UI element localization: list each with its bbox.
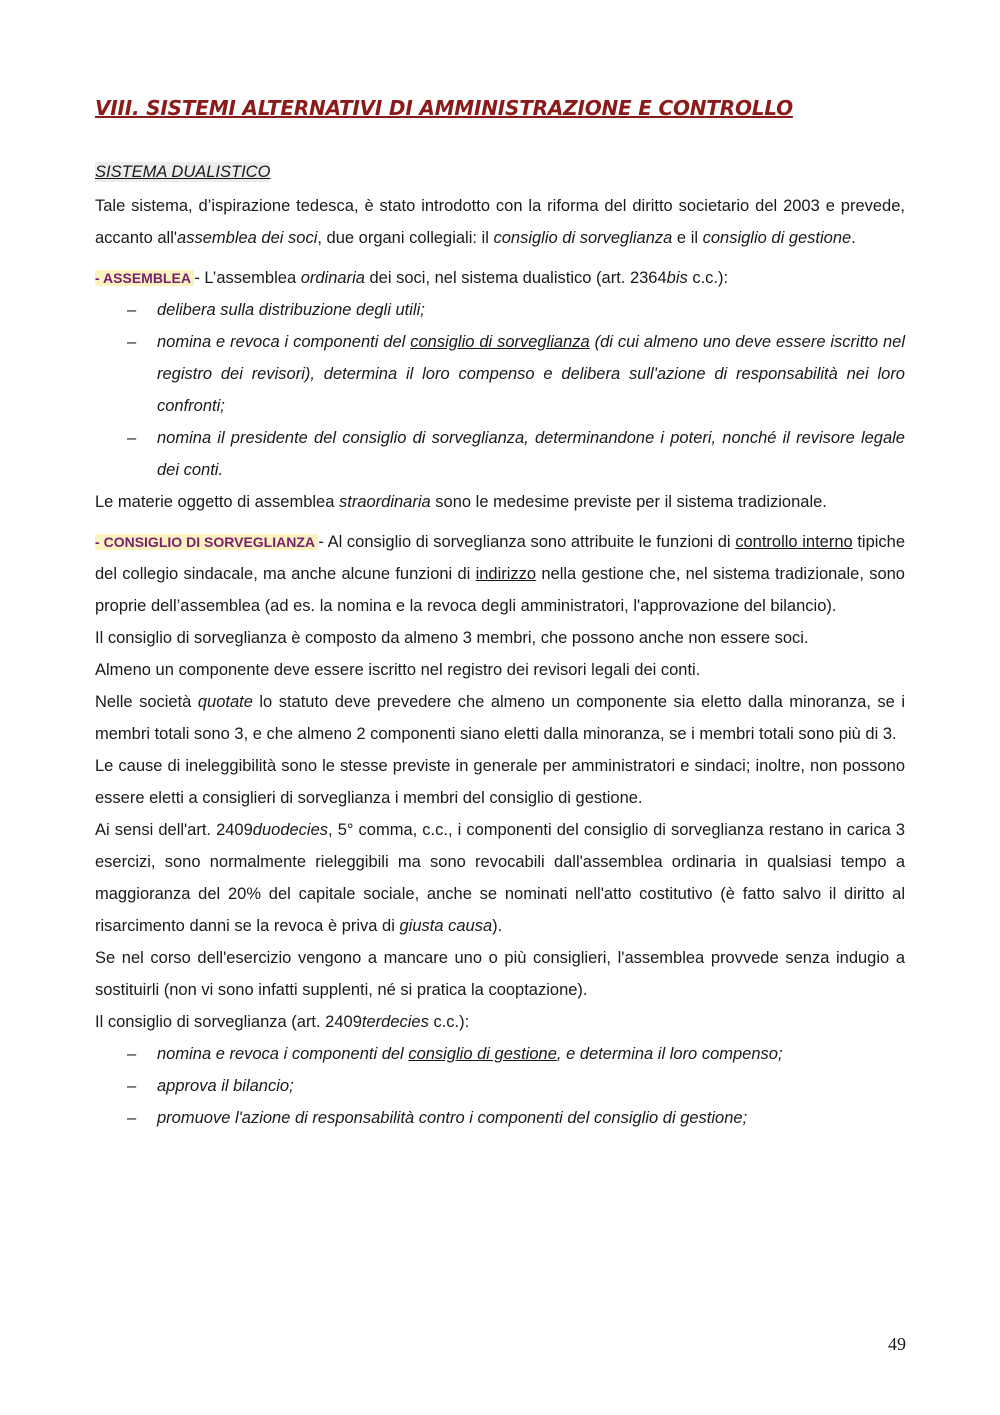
intro-paragraph: Tale sistema, d’ispirazione tedesca, è stato introdotto con la riforma del diritto societario del 2003 e prevede, accanto all'assemblea dei soci, due organi collegiali: il consiglio di sorveglianza e il consiglio di gestione. (95, 197, 905, 247)
assemblea-tag: - ASSEMBLEA (95, 270, 195, 286)
document-page (95, 96, 905, 1134)
assemblea-straordinaria-paragraph: Le materie oggetto di assemblea straordinaria sono le medesime previste per il sistema tradizionale. (95, 493, 827, 511)
paragraph: Il consiglio di sorveglianza è composto da almeno 3 membri, che possono anche non essere soci. (95, 629, 809, 647)
chapter-title: VIII. SISTEMI ALTERNATIVI DI AMMINISTRAZIONE E CONTROLLO (95, 96, 793, 120)
paragraph: Nelle società quotate lo statuto deve prevedere che almeno un componente sia eletto dalla minoranza, se i membri totali sono 3, e che almeno 2 componenti siano eletti dalla minoranza, se i membri totali sono più di 3. (95, 693, 905, 743)
list-item: – approva il bilancio; (127, 1077, 294, 1095)
paragraph: Se nel corso dell'esercizio vengono a mancare uno o più consiglieri, l'assemblea provvede senza indugio a sostituirli (non vi sono infatti supplenti, né si pratica la cooptazione). (95, 949, 905, 999)
list-item: – nomina il presidente del consiglio di sorveglianza, determinandone i poteri, nonché il revisore legale dei conti. (127, 429, 905, 479)
paragraph: Almeno un componente deve essere iscritto nel registro dei revisori legali dei conti. (95, 661, 701, 679)
section-title: SISTEMA DUALISTICO (95, 163, 271, 181)
assemblea-paragraph: - ASSEMBLEA - L’assemblea ordinaria dei soci, nel sistema dualistico (art. 2364bis c.c.): (95, 269, 729, 287)
paragraph: Il consiglio di sorveglianza (art. 2409terdecies c.c.): (95, 1013, 470, 1031)
page-number: 49 (888, 1334, 906, 1354)
list-item: – nomina e revoca i componenti del consiglio di gestione, e determina il loro compenso; (127, 1045, 783, 1063)
consiglio-tag: - CONSIGLIO DI SORVEGLIANZA (95, 534, 319, 550)
list-item: – nomina e revoca i componenti del consiglio di sorveglianza (di cui almeno uno deve essere iscritto nel registro dei revisori), determina il loro compenso e delibera sull'azione di responsabilità nei loro confronti; (127, 333, 905, 415)
paragraph: Le cause di ineleggibilità sono le stesse previste in generale per amministratori e sindaci; inoltre, non possono essere eletti a consiglieri di sorveglianza i membri del consiglio di gestione. (95, 757, 905, 807)
list-item: – promuove l'azione di responsabilità contro i componenti del consiglio di gestione; (127, 1109, 748, 1127)
paragraph: Ai sensi dell'art. 2409duodecies, 5° comma, c.c., i componenti del consiglio di sorveglianza restano in carica 3 esercizi, sono normalmente rieleggibili ma sono revocabili dall'assemblea ordinaria in qualsiasi tempo a maggioranza del 20% del capitale sociale, anche se nominati nell'atto costitutivo (è fatto salvo il diritto al risarcimento danni se la revoca è priva di giusta causa). (95, 821, 905, 935)
list-item: – delibera sulla distribuzione degli utili; (127, 301, 425, 319)
consiglio-paragraph: - CONSIGLIO DI SORVEGLIANZA - Al consiglio di sorveglianza sono attribuite le funzioni di controllo interno tipiche del collegio sindacale, ma anche alcune funzioni di indirizzo nella gestione che, nel sistema tradizionale, sono proprie dell’assemblea (ad es. la nomina e la revoca degli amministratori, l'approvazione del bilancio). (95, 533, 906, 615)
assemblea-list (95, 294, 905, 486)
consiglio-list (95, 1038, 905, 1134)
